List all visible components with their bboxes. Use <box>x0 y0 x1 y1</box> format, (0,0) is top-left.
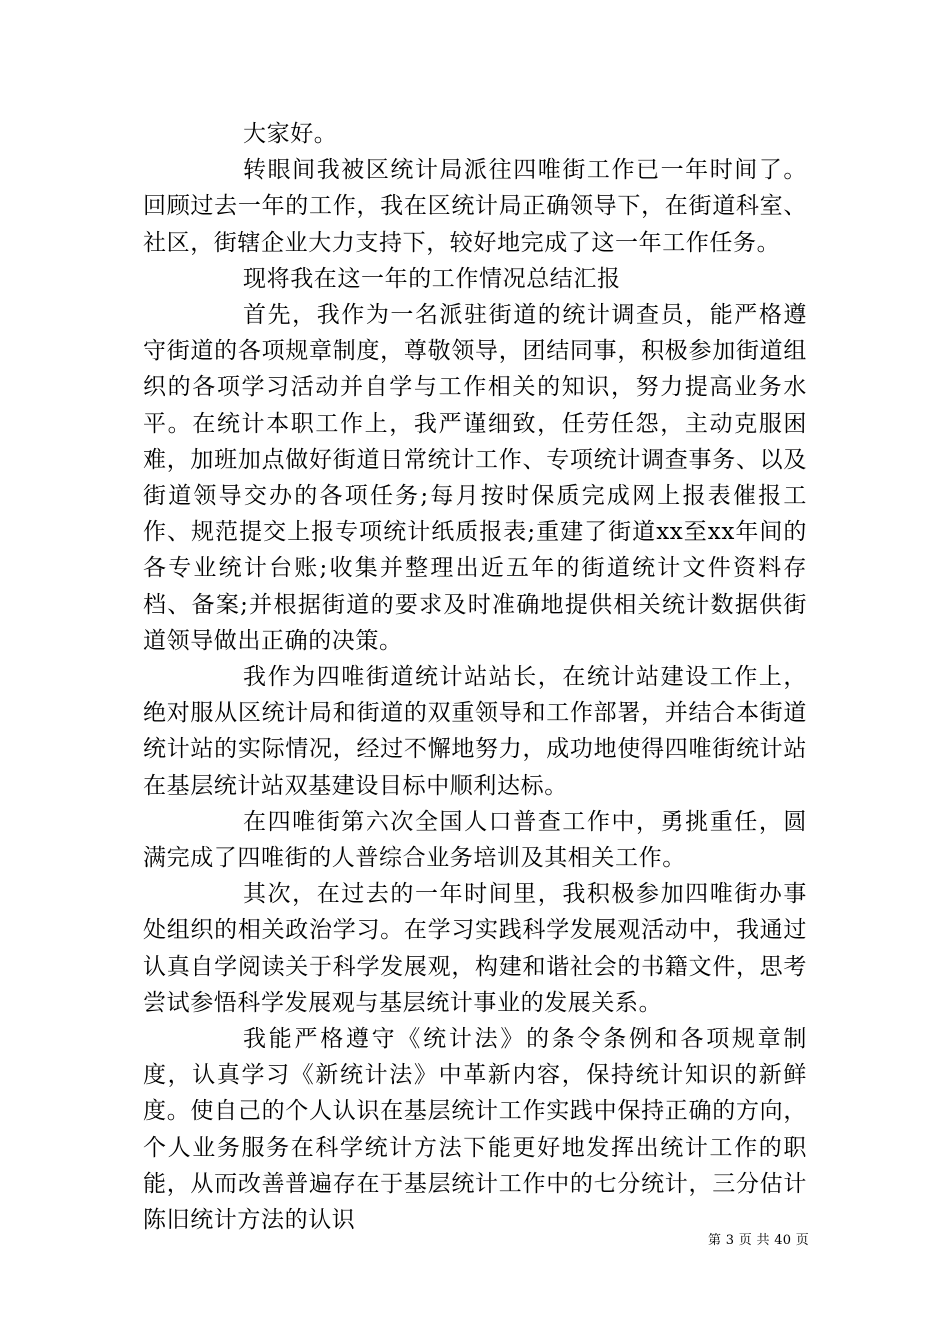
paragraph-political-study: 其次，在过去的一年时间里，我积极参加四唯街办事处组织的相关政治学习。在学习实践科学发展观活动中，我通过认真自学阅读关于科学发展观，构建和谐社会的书籍文件，思考尝试参悟科学发展观与基层统计事业的发展关系。 <box>143 881 807 1016</box>
paragraph-summary-lead: 现将我在这一年的工作情况总结汇报 <box>243 265 621 292</box>
paragraph-intro: 转眼间我被区统计局派往四唯街工作已一年时间了。回顾过去一年的工作，我在区统计局正确领导下，在街道科室、社区，街辖企业大力支持下，较好地完成了这一年工作任务。 <box>143 157 807 256</box>
paragraph-census: 在四唯街第六次全国人口普查工作中，勇挑重任，圆满完成了四唯街的人普综合业务培训及其相关工作。 <box>143 808 807 872</box>
paragraph-first-duty: 首先，我作为一名派驻街道的统计调查员，能严格遵守街道的各项规章制度，尊敬领导，团结同事，积极参加街道组织的各项学习活动并自学与工作相关的知识，努力提高业务水平。在统计本职工作上，我严谨细致，任劳任怨，主动克服困难，加班加点做好街道日常统计工作、专项统计调查事务、以及街道领导交办的各项任务;每月按时保质完成网上报表催报工作、规范提交上报专项统计纸质报表;重建了街道xx至xx年间的各专业统计台账;收集并整理出近五年的街道统计文件资料存档、备案;并根据街道的要求及时准确地提供相关统计数据供街道领导做出正确的决策。 <box>143 302 807 654</box>
page-number-footer: 第 3 页 共 40 页 <box>708 1233 810 1248</box>
paragraph-greeting: 大家好。 <box>243 121 338 147</box>
document-body <box>143 116 807 1238</box>
paragraph-statistics-law: 我能严格遵守《统计法》的条令条例和各项规章制度，认真学习《新统计法》中革新内容，保持统计知识的新鲜度。使自己的个人认识在基层统计工作实践中保持正确的方向，个人业务服务在科学统计方法下能更好地发挥出统计工作的职能，从而改善普遍存在于基层统计工作中的七分统计，三分估计陈旧统计方法的认识 <box>143 1026 807 1234</box>
paragraph-station-chief: 我作为四唯街道统计站站长，在统计站建设工作上，绝对服从区统计局和街道的双重领导和工作部署，并结合本街道统计站的实际情况，经过不懈地努力，成功地使得四唯街统计站在基层统计站双基建设目标中顺利达标。 <box>143 664 807 799</box>
